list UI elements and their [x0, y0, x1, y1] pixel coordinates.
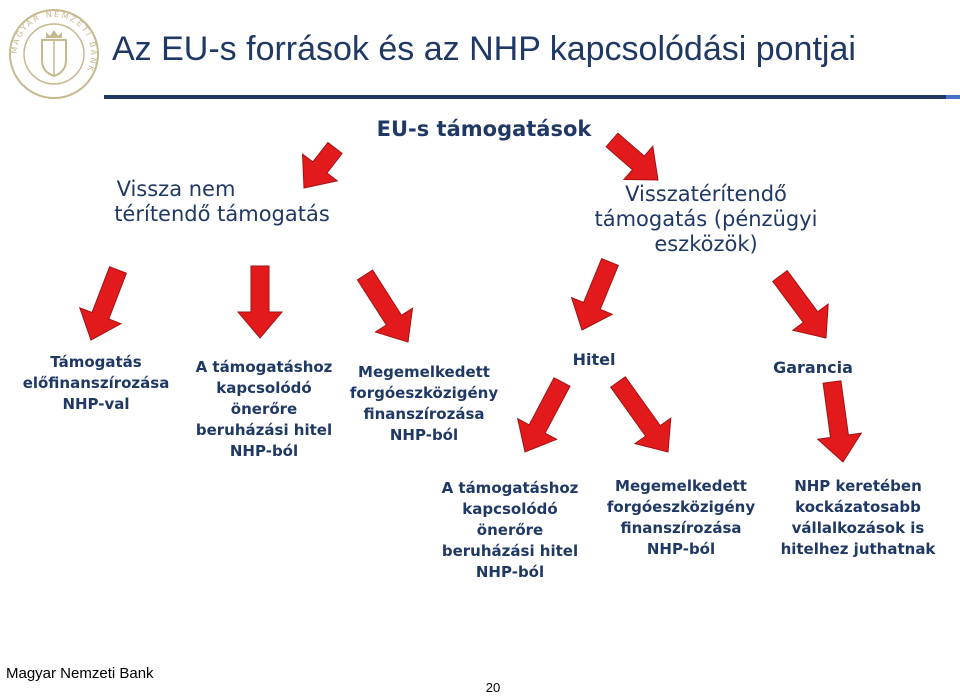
left-item-2-line: NHP-ból — [229, 442, 299, 460]
arrow-right-to-hitel — [572, 259, 619, 330]
arrow-garancia-to-item — [818, 381, 862, 462]
page-number: 20 — [485, 680, 501, 695]
hitel-item-1-line: beruházási hitel — [441, 542, 579, 560]
arrow-root-to-right — [606, 133, 658, 180]
left-item-3-line: forgóeszközigény — [349, 384, 499, 402]
hitel-item-2-line: Megemelkedett — [615, 477, 747, 495]
hitel-item-1 — [432, 478, 588, 583]
left-item-3-line: NHP-ból — [389, 426, 459, 444]
right-branch-line3: eszközök) — [654, 232, 758, 256]
hitel-item-1-line: NHP-ból — [475, 563, 545, 581]
left-branch-line1: Vissza nem — [116, 177, 236, 201]
hitel-item-2-line: finanszírozása — [620, 519, 742, 537]
left-item-1-line: előfinanszírozása — [22, 374, 170, 392]
garancia-item-line: vállalkozások is — [791, 519, 925, 537]
left-item-2 — [188, 357, 340, 462]
garancia-node: Garancia — [773, 358, 853, 377]
garancia-item — [770, 476, 946, 560]
arrow-right-to-garancia — [773, 271, 828, 338]
slide-title: Az EU-s források és az NHP kapcsolódási pontjai — [112, 30, 856, 68]
left-item-1-line: NHP-val — [62, 395, 130, 413]
left-branch-node — [86, 177, 358, 227]
left-item-3 — [342, 362, 506, 446]
left-item-2-line: kapcsolódó — [216, 379, 312, 397]
hitel-item-1-line: kapcsolódó — [462, 500, 558, 518]
right-branch-node — [560, 182, 852, 257]
left-branch-line2: térítendő támogatás — [114, 202, 330, 226]
right-branch-line2: támogatás (pénzügyi — [594, 207, 818, 231]
left-item-1-line: Támogatás — [50, 353, 142, 371]
hitel-item-1-line: A támogatáshoz — [441, 479, 579, 497]
arrow-hitel-to-item2 — [611, 377, 671, 452]
left-item-3-line: finanszírozása — [363, 405, 485, 423]
arrow-left-to-item3 — [357, 270, 412, 342]
hitel-item-1-line: önerőre — [476, 521, 544, 539]
garancia-item-line: NHP keretében — [794, 477, 922, 495]
arrow-left-to-item1 — [80, 267, 127, 340]
hitel-item-2-line: forgóeszközigény — [606, 498, 756, 516]
arrow-hitel-to-item1 — [518, 378, 570, 452]
hitel-item-2-line: NHP-ból — [646, 540, 716, 558]
root-node: EU-s támogatások — [376, 117, 592, 141]
footer-bank-name: Magyar Nemzeti Bank — [6, 665, 154, 682]
left-item-1 — [20, 352, 172, 415]
logo-ring-text: MAGYAR NEMZETI BANK — [9, 9, 99, 75]
left-item-2-line: A támogatáshoz — [195, 358, 333, 376]
garancia-item-line: hitelhez juthatnak — [780, 540, 936, 558]
left-item-2-line: beruházási hitel — [195, 421, 333, 439]
garancia-item-line: kockázatosabb — [795, 498, 921, 516]
hitel-item-2 — [598, 476, 764, 560]
right-branch-line1: Visszatérítendő — [625, 182, 787, 206]
left-item-2-line: önerőre — [230, 400, 298, 418]
arrow-left-to-item2 — [238, 266, 282, 338]
hitel-node: Hitel — [572, 350, 616, 369]
left-item-3-line: Megemelkedett — [358, 363, 490, 381]
